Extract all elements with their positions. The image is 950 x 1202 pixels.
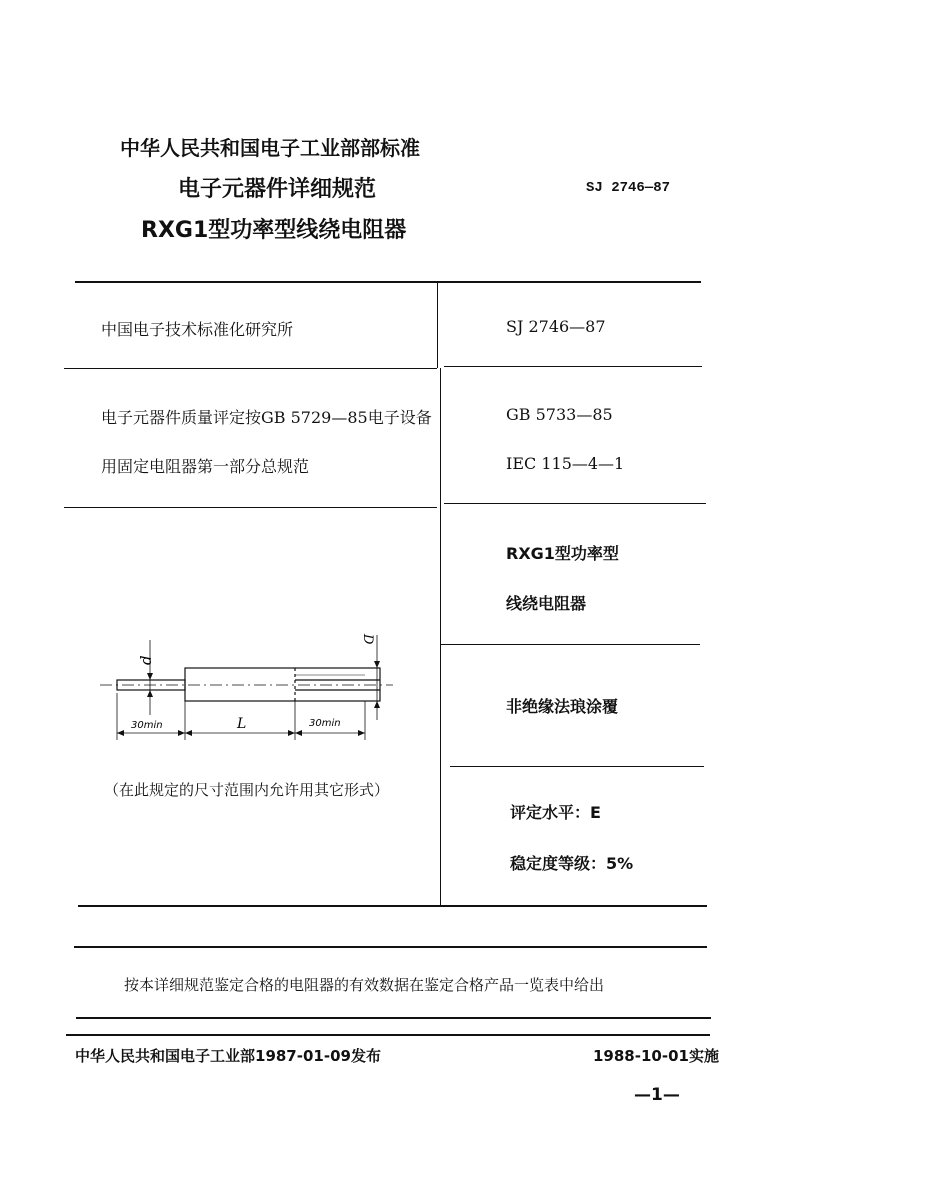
figure-note: （在此规定的尺寸范围内允许用其它形式） [104,781,390,799]
row3b-right-rule [450,766,704,767]
issue-rule [66,1034,710,1036]
effective-date: 1988-10-01实施 [593,1047,719,1065]
diameter-d-label: d [137,655,155,665]
note-top-rule [74,946,707,948]
right-lead-length-label: 30min [309,718,341,729]
spec-title: 电子元器件详细规范 [178,177,377,202]
row2-right-rule [444,503,706,504]
quality-assessment-line1: 电子元器件质量评定按GB 5729—85电子设备 [101,408,432,427]
table-top-rule [75,281,701,283]
note-bottom-rule [76,1017,711,1019]
diameter-D-label: D [360,634,375,645]
qualified-products-note: 按本详细规范鉴定合格的电阻器的有效数据在鉴定合格产品一览表中给出 [124,976,605,994]
quality-assessment-line2: 用固定电阻器第一部分总规范 [101,457,310,476]
stability-grade: 稳定度等级：5% [510,854,634,873]
page-number: —1— [634,1085,680,1105]
assessment-level: 评定水平：E [510,803,601,822]
iec-reference: IEC 115—4—1 [506,454,625,473]
row1-standard-code: SJ 2746—87 [506,317,606,336]
product-type-line1: RXG1型功率型 [506,544,619,563]
row3a-right-rule [440,644,700,645]
gb-reference: GB 5733—85 [506,405,613,424]
product-type-line2: 线绕电阻器 [506,594,587,613]
ministry-standard-title: 中华人民共和国电子工业部部标准 [120,136,420,160]
row2-left-rule [64,507,437,508]
institute-name: 中国电子技术标准化研究所 [101,320,294,339]
coating-type: 非绝缘法琅涂覆 [506,697,619,716]
table-bottom-rule [78,905,707,907]
standard-code: SJ 2746—87 [586,180,671,196]
body-length-label: L [237,716,247,732]
issue-info: 中华人民共和国电子工业部1987-01-09发布 [75,1047,381,1065]
row1-left-rule [64,368,437,369]
column-divider [440,368,441,905]
resistor-outline-drawing [95,625,405,750]
left-lead-length-label: 30min [131,720,163,731]
row1-right-rule [444,366,702,367]
resistor-body [185,668,380,701]
product-title: RXG1型功率型线绕电阻器 [141,218,407,243]
column-divider-top [437,283,438,368]
